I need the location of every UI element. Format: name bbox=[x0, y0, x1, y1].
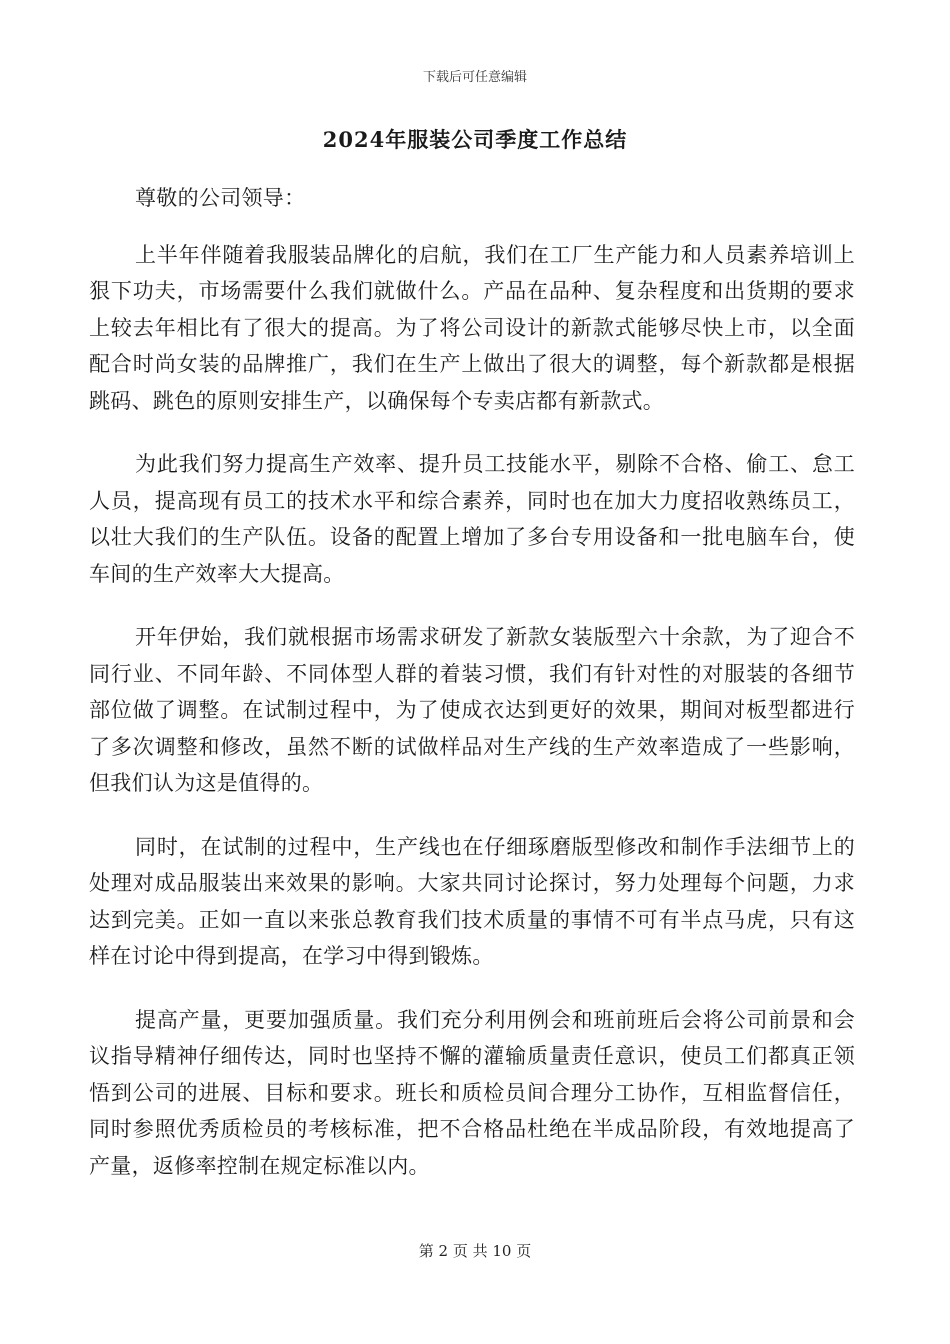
paragraph-5: 提高产量，更要加强质量。我们充分利用例会和班前班后会将公司前景和会议指导精神仔细传达，同时也坚持不懈的灌输质量责任意识，使员工们都真正领悟到公司的进展、目标和要求。班长和质检员间合理分工协作，互相监督信任，同时参照优秀质检员的考核标准，把不合格品杜绝在半成品阶段，有效地提高了产量，返修率控制在规定标准以内。 bbox=[89, 1007, 855, 1178]
page-number: 第 2 页 共 10 页 bbox=[418, 1242, 532, 1260]
paragraph-1: 上半年伴随着我服装品牌化的启航，我们在工厂生产能力和人员素养培训上狠下功夫，市场需要什么我们就做什么。产品在品种、复杂程度和出货期的要求上较去年相比有了很大的提高。为了将公司设计的新款式能够尽快上市，以全面配合时尚女装的品牌推广，我们在生产上做出了很大的调整，每个新款都是根据跳码、跳色的原则安排生产，以确保每个专卖店都有新款式。 bbox=[89, 242, 855, 413]
paragraph-4: 同时，在试制的过程中，生产线也在仔细琢磨版型修改和制作手法细节上的处理对成品服装出来效果的影响。大家共同讨论探讨，努力处理每个问题，力求达到完美。正如一直以来张总教育我们技术质量的事情不可有半点马虎，只有这样在讨论中得到提高，在学习中得到锻炼。 bbox=[89, 834, 855, 968]
paragraph-2: 为此我们努力提高生产效率、提升员工技能水平，剔除不合格、偷工、怠工人员，提高现有员工的技术水平和综合素养，同时也在加大力度招收熟练员工，以壮大我们的生产队伍。设备的配置上增加了多台专用设备和一批电脑车台，使车间的生产效率大大提高。 bbox=[89, 452, 855, 586]
header-note: 下载后可任意编辑 bbox=[422, 70, 527, 85]
document-title: 2024年服装公司季度工作总结 bbox=[322, 127, 628, 152]
document-body bbox=[89, 180, 855, 1211]
paragraph-3: 开年伊始，我们就根据市场需求研发了新款女装版型六十余款，为了迎合不同行业、不同年龄、不同体型人群的着装习惯，我们有针对性的对服装的各细节部位做了调整。在试制过程中，为了使成衣达到更好的效果，期间对板型都进行了多次调整和修改，虽然不断的试做样品对生产线的生产效率造成了一些影响，但我们认为这是值得的。 bbox=[89, 625, 855, 795]
salutation: 尊敬的公司领导： bbox=[135, 186, 306, 210]
